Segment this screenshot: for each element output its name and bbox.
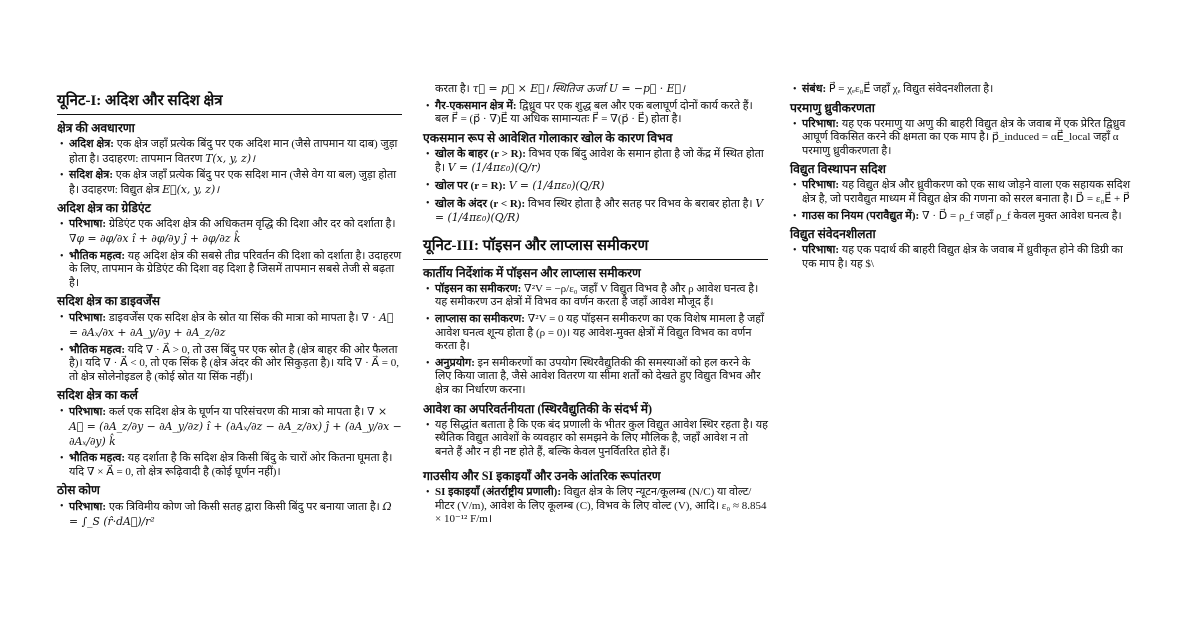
list-item: • खोल के अंदर (r < R): विभव स्थिर होता है और सतह पर विभव के बराबर होता है। V = (1/4πε₀)(Q/R) [423, 197, 768, 226]
section-title: एकसमान रूप से आवेशित गोलाकार खोल के कारण विभव [423, 130, 673, 145]
unit-3-title: यूनिट-III: पॉइसन और लाप्लास समीकरण [423, 237, 768, 260]
list-item: • अदिश क्षेत्र: एक क्षेत्र जहाँ प्रत्येक बिंदु पर एक अदिश मान (जैसे तापमान या दाब) जुड़ा होता है। उदाहरण: तापमान वितरण T(x, y, z)। [57, 138, 402, 166]
column-2 [423, 82, 768, 530]
list-item: • परिभाषा: यह एक परमाणु या अणु की बाहरी विद्युत क्षेत्र के जवाब में एक प्रेरित द्विध्रुव आघूर्ण विकसित करने की क्षमता का एक माप है। p⃗_induced = αE⃗_local जहाँ α परमाणु ध्रुवीकरणता है। [790, 118, 1135, 159]
list-item: • खोल के बाहर (r > R): विभव एक बिंदु आवेश के समान होता है जो केंद्र में स्थित होता है। V = (1/4πε₀)(Q/r) [423, 148, 768, 176]
list-item: • अनुप्रयोग: इन समीकरणों का उपयोग स्थिरवैद्युतिकी की समस्याओं को हल करने के लिए किया जाता है, जैसे आवेश वितरण या सीमा शर्तों को देखते हुए विद्युत विभव और क्षेत्र का निर्धारण करना। [423, 357, 768, 398]
unit-1-title: यूनिट-I: अदिश और सदिश क्षेत्र [57, 92, 402, 115]
section-title: कार्तीय निर्देशांक में पॉइसन और लाप्लास समीकरण [423, 265, 641, 280]
list-item-continued: करता है। τ⃗ = p⃗ × E⃗। स्थितिज ऊर्जा U = −p⃗ · E⃗। [435, 82, 686, 95]
list-item: • SI इकाइयाँ (अंतर्राष्ट्रीय प्रणाली): विद्युत क्षेत्र के लिए न्यूटन/कूलम्ब (N/C) या वोल्ट/मीटर (V/m), आवेश के लिए कूलम्ब (C), विभव के लिए वोल्ट (V), आदि। ε₀ ≈ 8.854 × 10⁻¹² F/m। [423, 486, 768, 527]
bullet-list [790, 179, 1135, 223]
column-1 [57, 92, 402, 532]
list-item: • परिभाषा: कर्ल एक सदिश क्षेत्र के घूर्णन या परिसंचरण की मात्रा को मापता है। ∇ × A⃗ = (∂A_z/∂y − ∂A_y/∂z) î + (∂Aₓ/∂z − ∂A_z/∂x) ĵ + (∂A_y/∂x − ∂Aₓ/∂y) k̂ [57, 405, 402, 449]
list-item: • पॉइसन का समीकरण: ∇²V = −ρ/ε₀ जहाँ V विद्युत विभव है और ρ आवेश घनत्व है। यह समीकरण उन क्षेत्रों में विभव का वर्णन करता है जहाँ आवेश मौजूद हैं। [423, 283, 768, 310]
bullet-list [423, 419, 768, 460]
bullet-list [57, 405, 402, 479]
section-title: विद्युत संवेदनशीलता [790, 227, 876, 242]
bullet-list [790, 244, 1135, 271]
list-item: • परिभाषा: यह एक पदार्थ की बाहरी विद्युत क्षेत्र के जवाब में ध्रुवीकृत होने की डिग्री का एक माप है। यह $\ [790, 244, 1135, 271]
bullet-list [790, 83, 1135, 97]
list-item: • यह सिद्धांत बताता है कि एक बंद प्रणाली के भीतर कुल विद्युत आवेश स्थिर रहता है। यह स्थैतिक विद्युत आवेशों के व्यवहार को समझने के लिए मौलिक है, जहाँ आवेश न तो बनते हैं और न ही नष्ट होते हैं, बल्कि केवल पुनर्वितरित होते हैं। [423, 419, 768, 460]
section-title: विद्युत विस्थापन सदिश [790, 162, 886, 177]
list-item: • संबंध: P⃗ = χₑε₀E⃗ जहाँ χₑ विद्युत संवेदनशीलता है। [790, 83, 1135, 97]
list-item: • गाउस का नियम (परावैद्युत में): ∇ · D⃗ = ρ_f जहाँ ρ_f केवल मुक्त आवेश घनत्व है। [790, 210, 1135, 224]
section-title: क्षेत्र की अवधारणा [57, 121, 135, 135]
bullet-list [790, 118, 1135, 159]
section-title: सदिश क्षेत्र का कर्ल [57, 388, 138, 403]
section-title: सदिश क्षेत्र का डाइवर्जेंस [57, 294, 160, 309]
list-item: • भौतिक महत्व: यह अदिश क्षेत्र की सबसे तीव्र परिवर्तन की दिशा को दर्शाता है। उदाहरण के लिए, तापमान के ग्रेडिएंट की दिशा वह दिशा है जिसमें तापमान सबसे तेजी से बढ़ता है। [57, 250, 402, 291]
bullet-list [423, 486, 768, 527]
section-title: अदिश क्षेत्र का ग्रेडिएंट [57, 201, 151, 216]
bullet-list [57, 218, 402, 290]
list-item: • भौतिक महत्व: यदि ∇ · A⃗ > 0, तो उस बिंदु पर एक स्रोत है (क्षेत्र बाहर की ओर फैलता है)। यदि ∇ · A⃗ < 0, तो एक सिंक है (क्षेत्र अंदर की ओर सिकुड़ता है)। यदि ∇ · A⃗ = 0, तो क्षेत्र सोलेनोइडल है (कोई स्रोत या सिंक नहीं)। [57, 344, 402, 385]
bullet-list [57, 138, 402, 197]
section-title: आवेश का अपरिवर्तनीयता (स्थिरवैद्युतिकी के संदर्भ में) [423, 401, 653, 416]
bullet-list [57, 311, 402, 384]
bullet-list [423, 283, 768, 398]
bullet-list [423, 82, 768, 127]
list-item: • भौतिक महत्व: यह दर्शाता है कि सदिश क्षेत्र किसी बिंदु के चारों ओर कितना घूमता है। यदि ∇ × A⃗ = 0, तो क्षेत्र रूढ़िवादी है (कोई घूर्णन नहीं)। [57, 452, 402, 479]
list-item: • गैर-एकसमान क्षेत्र में: द्विध्रुव पर एक शुद्ध बल और एक बलाघूर्ण दोनों कार्य करते हैं। बल F⃗ = (p⃗ · ∇)E⃗ या अधिक सामान्यतः F⃗ = ∇(p⃗ · E⃗) होता है। [423, 100, 768, 127]
section-title: ठोस कोण [57, 483, 100, 498]
list-item: • परिभाषा: यह विद्युत क्षेत्र और ध्रुवीकरण को एक साथ जोड़ने वाला एक सहायक सदिश क्षेत्र है, जो परावैद्युत माध्यम में विद्युत क्षेत्र की गणना को सरल बनाता है। D⃗ = ε₀E⃗ + P⃗ [790, 179, 1135, 206]
column-3 [790, 83, 1135, 274]
section-title: गाउसीय और SI इकाइयाँ और उनके आंतरिक रूपांतरण [423, 469, 661, 484]
list-item: • खोल पर (r = R): V = (1/4πε₀)(Q/R) [423, 179, 768, 194]
list-item: • परिभाषा: ग्रेडिएंट एक अदिश क्षेत्र की अधिकतम वृद्धि की दिशा और दर को दर्शाता है। ∇φ = ∂φ/∂x î + ∂φ/∂y ĵ + ∂φ/∂z k̂ [57, 218, 402, 246]
bullet-list [423, 148, 768, 226]
list-item: • लाप्लास का समीकरण: ∇²V = 0 यह पॉइसन समीकरण का एक विशेष मामला है जहाँ आवेश घनत्व शून्य होता है (ρ = 0)। यह आवेश-मुक्त क्षेत्रों में विद्युत विभव का वर्णन करता है। [423, 313, 768, 354]
section-title: परमाणु ध्रुवीकरणता [790, 100, 875, 115]
list-item: • परिभाषा: डाइवर्जेंस एक सदिश क्षेत्र के स्रोत या सिंक की मात्रा को मापता है। ∇ · A⃗ = ∂Aₓ/∂x + ∂A_y/∂y + ∂A_z/∂z [57, 311, 402, 340]
list-item: • परिभाषा: एक त्रिविमीय कोण जो किसी सतह द्वारा किसी बिंदु पर बनाया जाता है। Ω = ∫_S (r̂·dA⃗)/r² [57, 500, 402, 529]
bullet-list [57, 500, 402, 529]
list-item: • सदिश क्षेत्र: एक क्षेत्र जहाँ प्रत्येक बिंदु पर एक सदिश मान (जैसे वेग या बल) जुड़ा होता है। उदाहरण: विद्युत क्षेत्र E⃗(x, y, z)। [57, 169, 402, 197]
